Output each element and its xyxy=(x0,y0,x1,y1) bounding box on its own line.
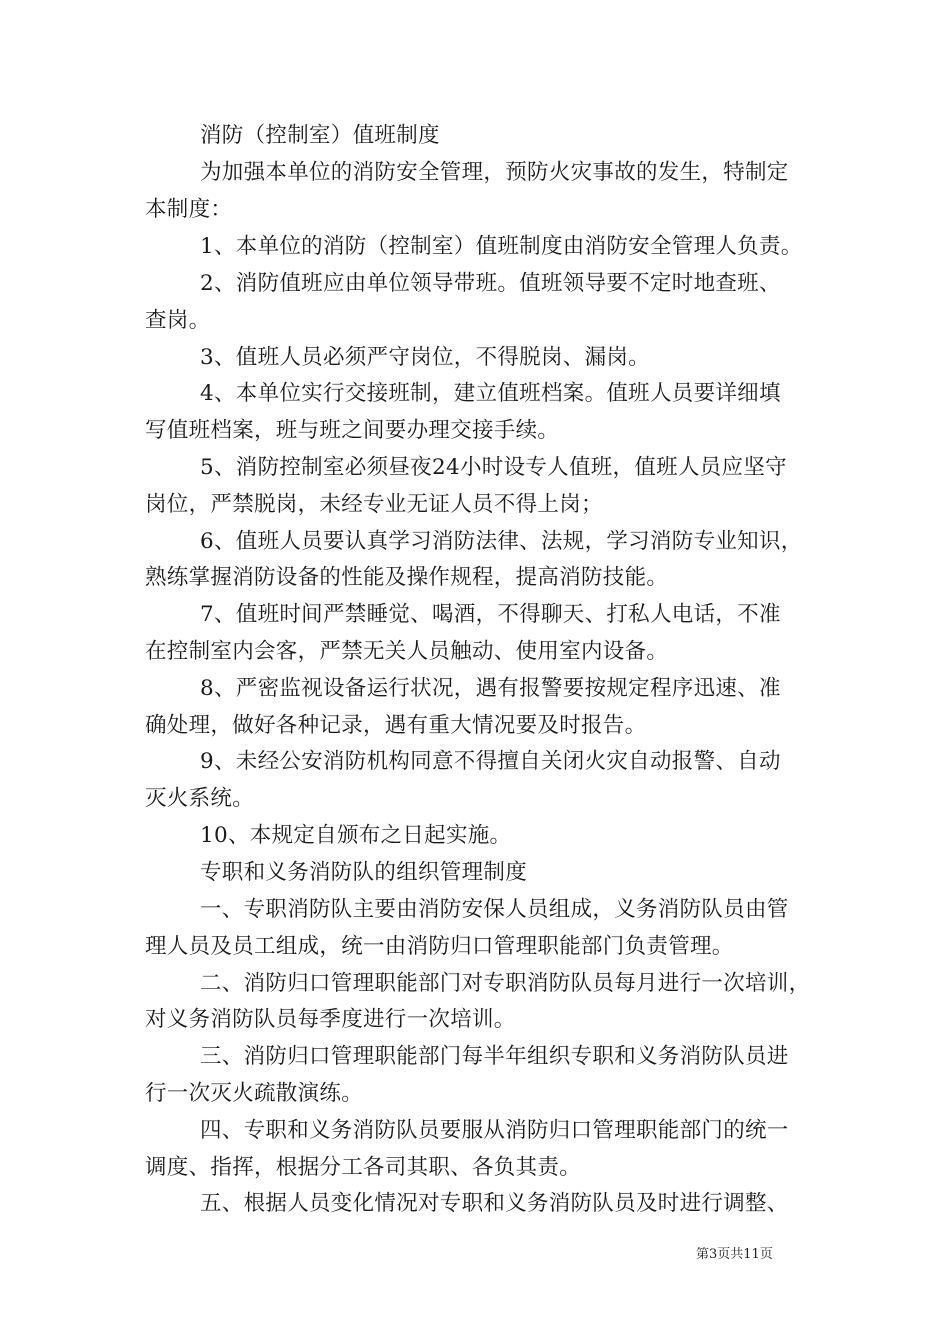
paragraph-line: 5、消防控制室必须昼夜24小时设专人值班，值班人员应坚守 xyxy=(200,455,787,480)
paragraph-line: 调度、指挥，根据分工各司其职、各负其责。 xyxy=(145,1155,582,1180)
paragraph-line: 6、值班人员要认真学习消防法律、法规，学习消防专业知识， xyxy=(200,529,803,554)
section-title: 专职和义务消防队的组织管理制度 xyxy=(200,860,528,885)
paragraph-line: 熟练掌握消防设备的性能及操作规程，提高消防技能。 xyxy=(145,565,669,590)
paragraph-line: 1、本单位的消防（控制室）值班制度由消防安全管理人负责。 xyxy=(200,234,803,259)
paragraph-line: 一、专职消防队主要由消防安保人员组成，义务消防队员由管 xyxy=(200,897,789,922)
paragraph-line: 三、消防归口管理职能部门每半年组织专职和义务消防队员进 xyxy=(200,1044,789,1069)
paragraph-line: 7、值班时间严禁睡觉、喝酒，不得聊天、打私人电话，不准 xyxy=(200,602,781,627)
paragraph-line: 五、根据人员变化情况对专职和义务消防队员及时进行调整、 xyxy=(200,1191,789,1216)
section-title: 消防（控制室）值班制度 xyxy=(200,123,440,148)
paragraph-line: 确处理，做好各种记录，遇有重大情况要及时报告。 xyxy=(145,713,647,738)
paragraph-line: 行一次灭火疏散演练。 xyxy=(145,1081,364,1106)
paragraph-line: 2、消防值班应由单位领导带班。值班领导要不定时地查班、 xyxy=(200,271,781,296)
paragraph-line: 在控制室内会客，严禁无关人员触动、使用室内设备。 xyxy=(145,639,669,664)
paragraph-line: 4、本单位实行交接班制，建立值班档案。值班人员要详细填 xyxy=(200,381,781,406)
paragraph-line: 为加强本单位的消防安全管理，预防火灾事故的发生，特制定 xyxy=(200,160,789,185)
paragraph-line: 灭火系统。 xyxy=(145,786,255,811)
paragraph-line: 8、严密监视设备运行状况，遇有报警要按规定程序迅速、准 xyxy=(200,676,781,701)
paragraph-line: 3、值班人员必须严守岗位，不得脱岗、漏岗。 xyxy=(200,345,650,370)
paragraph-line: 岗位，严禁脱岗，未经专业无证人员不得上岗； xyxy=(145,492,603,517)
paragraph-line: 理人员及员工组成，统一由消防归口管理职能部门负责管理。 xyxy=(145,934,734,959)
page-number: 第3页共11页 xyxy=(696,1247,773,1262)
paragraph-line: 二、消防归口管理职能部门对专职消防队员每月进行一次培训， xyxy=(200,971,811,996)
paragraph-line: 9、未经公安消防机构同意不得擅自关闭火灾自动报警、自动 xyxy=(200,749,781,774)
paragraph-line: 10、本规定自颁布之日起实施。 xyxy=(200,823,512,848)
paragraph-line: 写值班档案，班与班之间要办理交接手续。 xyxy=(145,418,560,443)
paragraph-line: 对义务消防队员每季度进行一次培训。 xyxy=(145,1007,516,1032)
paragraph-line: 本制度： xyxy=(145,197,233,222)
paragraph-line: 查岗。 xyxy=(145,308,211,333)
paragraph-line: 四、专职和义务消防队员要服从消防归口管理职能部门的统一 xyxy=(200,1118,789,1143)
